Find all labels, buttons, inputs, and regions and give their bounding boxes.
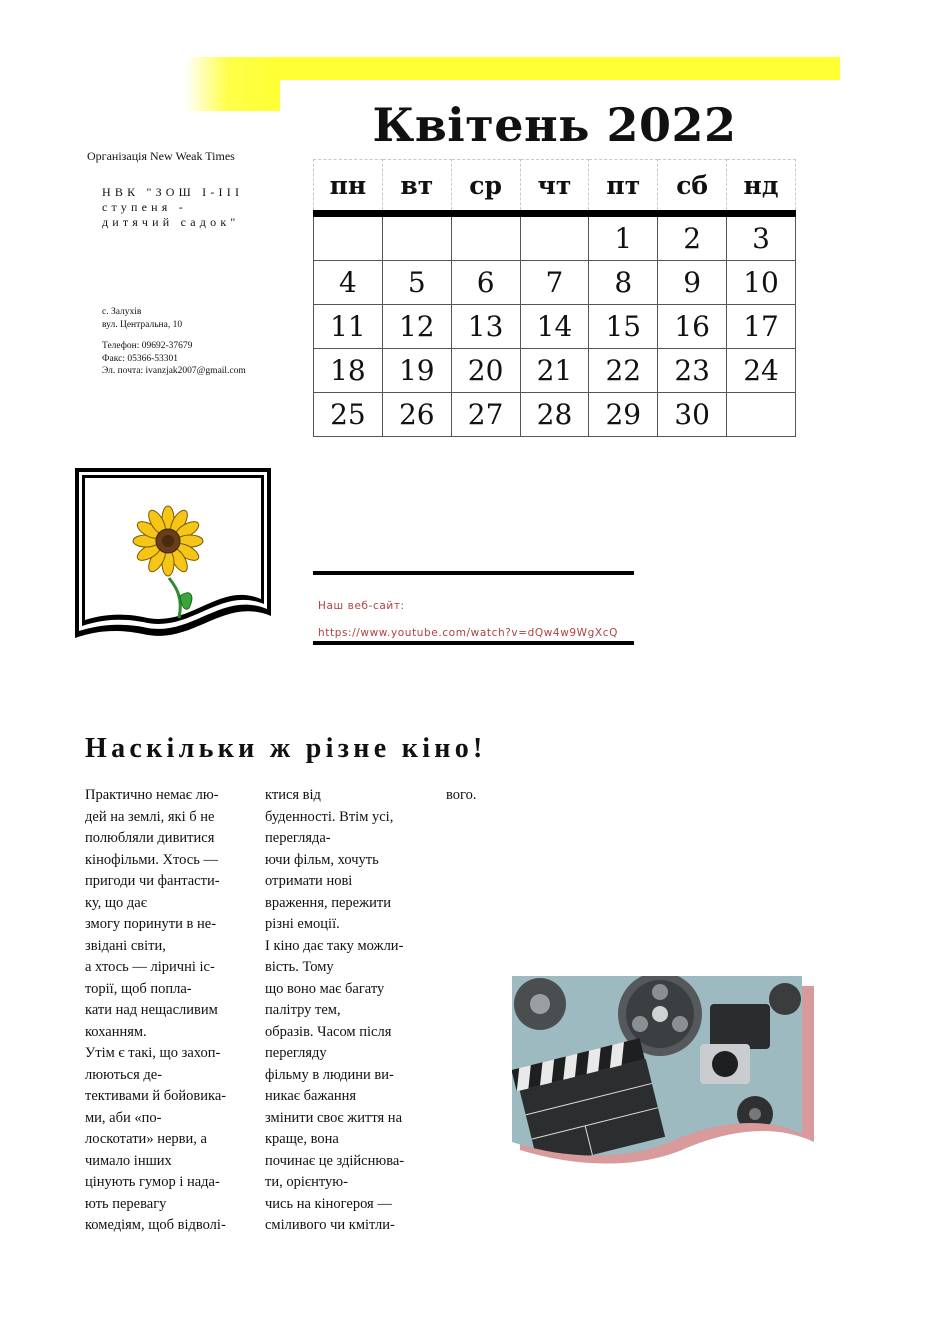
weekday: пт — [589, 160, 658, 214]
calendar-day: 20 — [451, 349, 520, 393]
article-line: тективами й бойовика- — [85, 1088, 227, 1104]
article-line: ючи фільм, хочуть — [265, 851, 379, 868]
organization-name: Організація New Weak Times — [87, 149, 235, 163]
article-line: сміливого чи кмітли- — [265, 1217, 395, 1233]
calendar-day: 21 — [520, 349, 589, 393]
calendar-day: 27 — [451, 393, 520, 437]
article-line: пригоди чи фантасти- — [85, 873, 220, 889]
article-line: ктися від — [265, 787, 321, 803]
article-line: змогу поринути в не- — [85, 916, 217, 932]
article-line: фільму в людини ви- — [265, 1066, 394, 1083]
calendar-day: 1 — [589, 214, 658, 261]
article-line: чись на кіногероя — — [265, 1195, 392, 1212]
calendar-week-row — [314, 305, 796, 349]
article-line: а хтось — ліричні іс- — [85, 959, 215, 975]
article-line: буденності. Втім усі, — [265, 808, 394, 825]
calendar-day: 12 — [382, 305, 451, 349]
calendar-day: 11 — [314, 305, 383, 349]
sunflower-emblem — [73, 466, 273, 641]
article-headline: Наскільки ж різне кіно! — [85, 733, 487, 764]
article-line: чимало інших — [85, 1152, 172, 1169]
website-label: Наш веб-сайт: — [318, 600, 405, 612]
calendar-day: 26 — [382, 393, 451, 437]
address: с. Залухів вул. Центральна, 10 — [102, 307, 183, 330]
calendar-day: 24 — [727, 349, 796, 393]
weekday: пн — [314, 160, 383, 214]
article-line: враження, пережити — [265, 894, 391, 911]
weekday: чт — [520, 160, 589, 214]
calendar-week-row — [314, 393, 796, 437]
article-line: кінофільми. Хтось — — [85, 851, 218, 868]
article-line: лоскотати» нерви, а — [85, 1131, 207, 1147]
article-line: перегляда- — [265, 830, 331, 846]
article-line: комедіям, щоб відволі- — [85, 1217, 226, 1233]
article-line: ку, що дає — [85, 894, 147, 911]
website-rule-top — [313, 571, 634, 575]
calendar-day: 14 — [520, 305, 589, 349]
calendar-day: 8 — [589, 261, 658, 305]
school-name: НВК "ЗОШ І-ІІІ ступеня - дитячий садок" — [102, 185, 244, 229]
article-line: краще, вона — [265, 1131, 339, 1147]
article-line: кати над нещасливим — [85, 1002, 218, 1018]
calendar-day: 19 — [382, 349, 451, 393]
calendar-empty-cell — [382, 214, 451, 261]
article-line: торії, щоб попла- — [85, 980, 192, 997]
website-rule-bottom — [313, 641, 634, 645]
article-line: Практично немає лю- — [85, 787, 219, 803]
article-line: полюбляли дивитися — [85, 830, 215, 846]
calendar-empty-cell — [451, 214, 520, 261]
calendar-day: 28 — [520, 393, 589, 437]
article-line: коханням. — [85, 1023, 147, 1040]
weekday: нд — [727, 160, 796, 214]
article-line: никає бажання — [265, 1088, 357, 1104]
phone: Телефон: 09692-37679 — [102, 341, 193, 351]
weekday: сб — [658, 160, 727, 214]
calendar-empty-cell — [520, 214, 589, 261]
email: Эл. почта: ivanzjak2007@gmail.com — [102, 366, 246, 376]
banner-gradient — [185, 57, 280, 111]
article-column-1 — [85, 785, 260, 1237]
banner-bar — [275, 57, 840, 80]
calendar-day: 30 — [658, 393, 727, 437]
calendar-day: 29 — [589, 393, 658, 437]
article-line: отримати нові — [265, 873, 353, 889]
calendar-day: 10 — [727, 261, 796, 305]
article-line: дей на землі, які б не — [85, 808, 215, 825]
calendar-day: 3 — [727, 214, 796, 261]
calendar-day: 5 — [382, 261, 451, 305]
calendar-day: 4 — [314, 261, 383, 305]
calendar-day: 2 — [658, 214, 727, 261]
calendar-day: 9 — [658, 261, 727, 305]
calendar-title: Квітень 2022 — [372, 98, 737, 152]
weekday: ср — [451, 160, 520, 214]
article-line: палітру тем, — [265, 1002, 341, 1018]
article-line: перегляду — [265, 1045, 327, 1061]
article-line: ти, орієнтую- — [265, 1174, 348, 1190]
article-line: образів. Часом після — [265, 1023, 392, 1040]
article-line: вого. — [446, 787, 477, 803]
article-column-2 — [265, 785, 440, 1237]
calendar-day: 23 — [658, 349, 727, 393]
calendar-empty-cell — [314, 214, 383, 261]
calendar-day: 7 — [520, 261, 589, 305]
calendar-day: 13 — [451, 305, 520, 349]
calendar-day: 15 — [589, 305, 658, 349]
article-column-3 — [446, 785, 621, 807]
article-line: різні емоції. — [265, 916, 340, 932]
fax: Факс: 05366-53301 — [102, 353, 178, 364]
article-line: що воно має багату — [265, 980, 385, 997]
weekday: вт — [382, 160, 451, 214]
calendar-empty-cell — [727, 393, 796, 437]
calendar-week-row — [314, 261, 796, 305]
calendar-day: 16 — [658, 305, 727, 349]
calendar-day: 6 — [451, 261, 520, 305]
calendar-day: 18 — [314, 349, 383, 393]
weekday-header — [314, 160, 796, 214]
article-line: цінують гумор і нада- — [85, 1174, 220, 1190]
article-line: ють перевагу — [85, 1195, 167, 1212]
calendar-day: 25 — [314, 393, 383, 437]
contacts — [102, 340, 246, 378]
calendar-week-row — [314, 214, 796, 261]
article-line: звідані світи, — [85, 937, 166, 954]
calendar-day: 22 — [589, 349, 658, 393]
cinema-photo — [510, 974, 816, 1174]
website-link[interactable]: https://www.youtube.com/watch?v=dQw4w9WgXcQ — [318, 627, 618, 639]
article-line: змінити своє життя на — [265, 1109, 402, 1126]
article-line: вість. Тому — [265, 959, 334, 975]
article-line: Утім є такі, що захоп- — [85, 1045, 221, 1061]
article-line: починає це здійснюва- — [265, 1152, 405, 1169]
calendar-grid — [313, 159, 796, 437]
calendar-day: 17 — [727, 305, 796, 349]
article-line: люються де- — [85, 1066, 163, 1083]
calendar-week-row — [314, 349, 796, 393]
article-line: ми, аби «по- — [85, 1109, 162, 1126]
article-line: І кіно дає таку можли- — [265, 937, 404, 954]
